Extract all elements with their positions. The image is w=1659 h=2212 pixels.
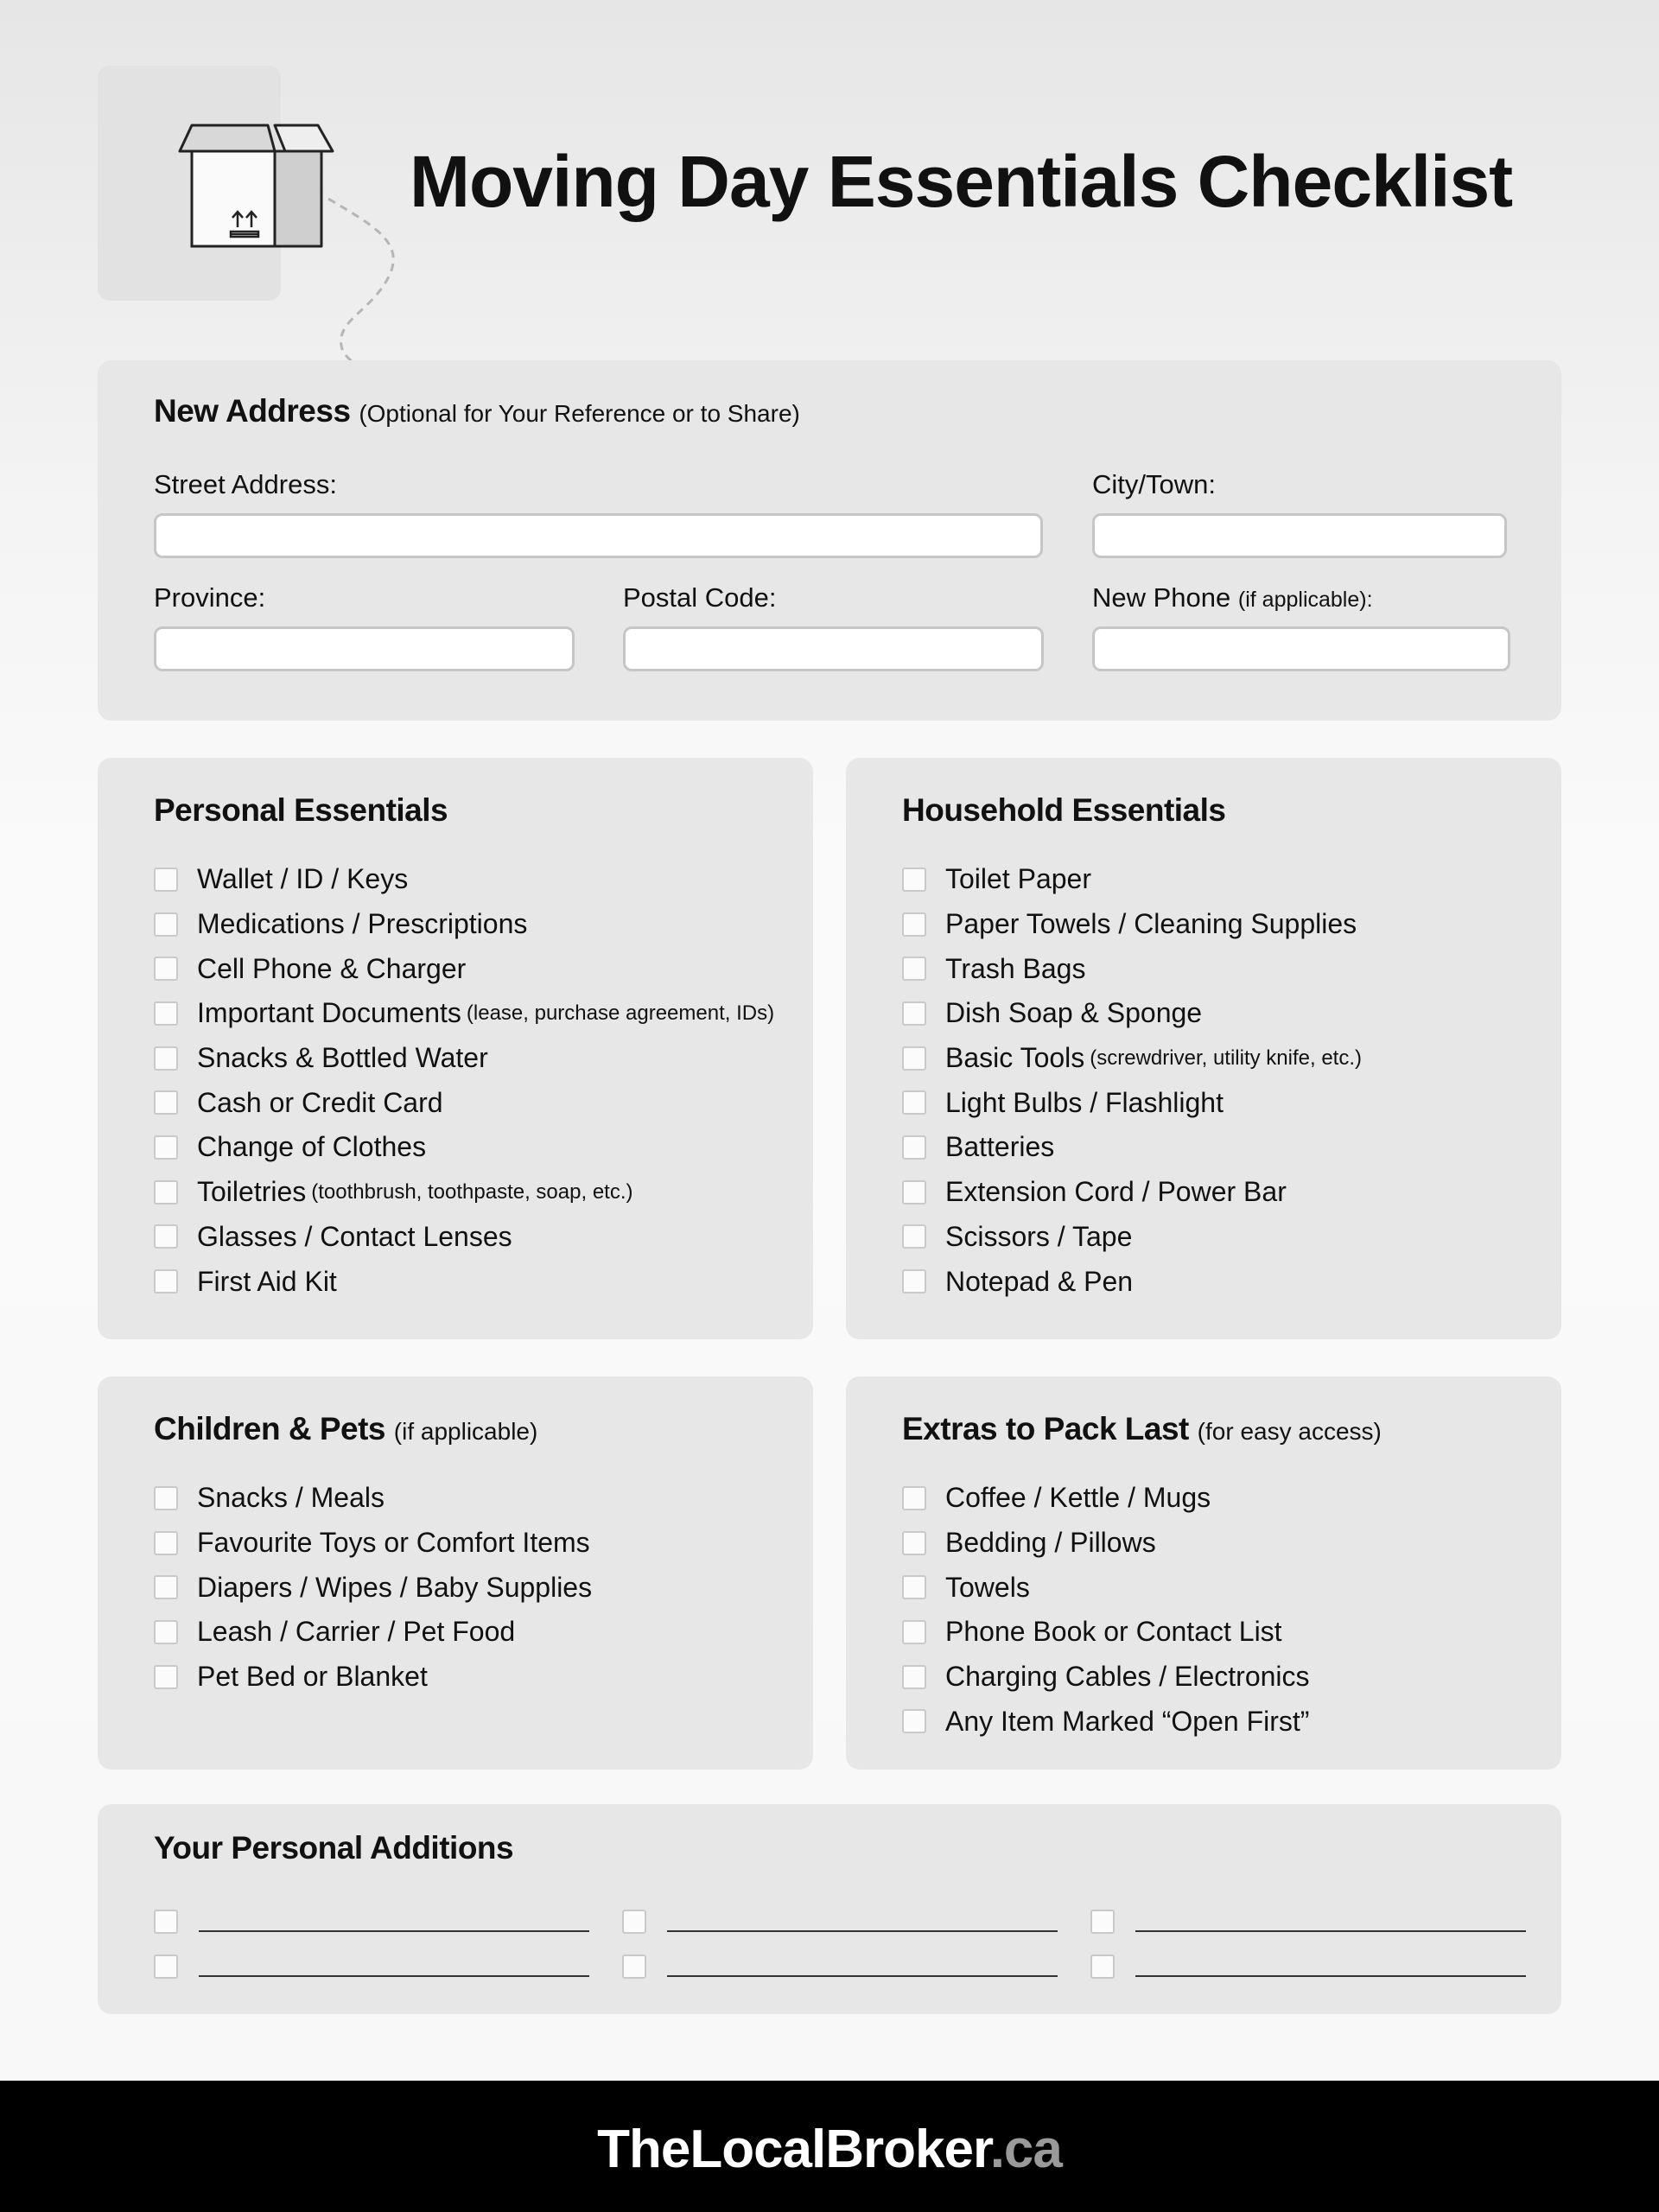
checklist-item-label: Favourite Toys or Comfort Items — [197, 1527, 590, 1559]
new-phone-label-note: (if applicable): — [1237, 588, 1373, 612]
extras-list — [902, 1476, 1310, 1744]
checkbox[interactable] — [902, 1709, 926, 1733]
checkbox[interactable] — [902, 1486, 926, 1510]
checkbox[interactable] — [1090, 1955, 1115, 1979]
city-town-field[interactable] — [1092, 513, 1507, 558]
checklist-item[interactable] — [902, 1699, 1310, 1744]
extras-title: Extras to Pack Last — [902, 1411, 1189, 1446]
checklist-item[interactable] — [154, 1170, 774, 1215]
checkbox[interactable] — [154, 1269, 178, 1294]
new-phone-label-text: New Phone — [1092, 582, 1231, 613]
write-in-line[interactable] — [1135, 1975, 1526, 1977]
new-address-panel — [98, 360, 1561, 721]
checkbox[interactable] — [902, 912, 926, 937]
checkbox[interactable] — [902, 957, 926, 981]
new-address-heading — [154, 393, 800, 429]
checklist-item-label: Light Bulbs / Flashlight — [945, 1086, 1224, 1118]
brand-logo-text[interactable] — [0, 2119, 1659, 2180]
checkbox[interactable] — [154, 1910, 178, 1934]
checklist-item-label: Glasses / Contact Lenses — [197, 1220, 512, 1252]
personal-additions-panel — [98, 1804, 1561, 2014]
checklist-item-label: Trash Bags — [945, 952, 1086, 984]
children-pets-note: (if applicable) — [393, 1418, 538, 1445]
checklist-item[interactable] — [902, 1655, 1310, 1700]
checkbox[interactable] — [1090, 1910, 1115, 1934]
household-essentials-panel — [846, 758, 1561, 1339]
household-essentials-heading: Household Essentials — [902, 792, 1226, 828]
checklist-item[interactable] — [154, 1655, 592, 1700]
checklist-item-label: Change of Clothes — [197, 1131, 427, 1163]
checklist-item[interactable] — [902, 1259, 1362, 1304]
checklist-item[interactable] — [154, 1476, 592, 1521]
checklist-item[interactable] — [154, 1565, 592, 1610]
checklist-item[interactable] — [902, 1610, 1310, 1655]
personal-essentials-heading: Personal Essentials — [154, 792, 448, 828]
checkbox[interactable] — [154, 1665, 178, 1689]
checklist-item-label: Phone Book or Contact List — [945, 1616, 1282, 1648]
checklist-item-label: Coffee / Kettle / Mugs — [945, 1482, 1211, 1514]
checklist-item[interactable] — [154, 1215, 774, 1260]
checklist-item-label: Charging Cables / Electronics — [945, 1661, 1310, 1693]
checklist-item-label: Important Documents — [197, 997, 461, 1029]
checklist-item-label: Cash or Credit Card — [197, 1086, 443, 1118]
addition-slot — [154, 1910, 589, 1932]
household-essentials-list — [902, 857, 1362, 1304]
checklist-item-label: Dish Soap & Sponge — [945, 997, 1203, 1029]
province-field[interactable] — [154, 626, 575, 671]
children-pets-title: Children & Pets — [154, 1411, 385, 1446]
checkbox[interactable] — [154, 868, 178, 892]
checklist-item[interactable] — [902, 991, 1362, 1036]
checkbox[interactable] — [902, 1620, 926, 1644]
checklist-item[interactable] — [154, 857, 774, 902]
checkbox[interactable] — [622, 1910, 646, 1934]
new-address-title: New Address — [154, 393, 351, 429]
checkbox[interactable] — [154, 1575, 178, 1599]
checkbox[interactable] — [154, 1135, 178, 1160]
write-in-line[interactable] — [667, 1930, 1058, 1932]
checklist-item-note: (screwdriver, utility knife, etc.) — [1090, 1046, 1363, 1070]
checklist-item-label: Batteries — [945, 1131, 1055, 1163]
checklist-item[interactable] — [902, 1125, 1362, 1170]
postal-code-field[interactable] — [623, 626, 1044, 671]
checkbox[interactable] — [154, 1955, 178, 1979]
write-in-line[interactable] — [199, 1975, 589, 1977]
postal-code-label: Postal Code: — [623, 582, 777, 613]
new-phone-field[interactable] — [1092, 626, 1510, 671]
checklist-item-label: Diapers / Wipes / Baby Supplies — [197, 1571, 593, 1603]
personal-additions-heading: Your Personal Additions — [154, 1830, 514, 1866]
page-title: Moving Day Essentials Checklist — [410, 141, 1513, 222]
checkbox[interactable] — [902, 1224, 926, 1249]
addition-slot — [622, 1910, 1058, 1932]
addition-slot — [154, 1955, 589, 1977]
checkbox[interactable] — [154, 1001, 178, 1026]
checkbox[interactable] — [154, 1180, 178, 1205]
checklist-item[interactable] — [902, 1170, 1362, 1215]
checkbox[interactable] — [154, 1224, 178, 1249]
checklist-item[interactable] — [902, 902, 1362, 947]
checkbox[interactable] — [902, 1046, 926, 1071]
children-pets-heading — [154, 1411, 537, 1447]
checklist-item-label: Leash / Carrier / Pet Food — [197, 1616, 516, 1648]
city-town-label: City/Town: — [1092, 469, 1216, 499]
checkbox[interactable] — [154, 1046, 178, 1071]
checklist-item-label: Paper Towels / Cleaning Supplies — [945, 908, 1357, 940]
province-label: Province: — [154, 582, 266, 613]
extras-heading — [902, 1411, 1382, 1447]
checklist-item[interactable] — [902, 1215, 1362, 1260]
checklist-item-label: Notepad & Pen — [945, 1265, 1134, 1297]
extras-panel — [846, 1376, 1561, 1770]
extras-note: (for easy access) — [1197, 1418, 1382, 1445]
new-address-note: (Optional for Your Reference or to Share) — [359, 400, 800, 427]
checkbox[interactable] — [902, 868, 926, 892]
checklist-item[interactable] — [154, 1125, 774, 1170]
new-phone-label — [1092, 582, 1373, 613]
children-pets-list — [154, 1476, 592, 1699]
checkbox[interactable] — [902, 1531, 926, 1555]
checklist-item-note: (lease, purchase agreement, IDs) — [466, 1001, 775, 1025]
checklist-item[interactable] — [902, 1080, 1362, 1125]
moving-box-icon — [173, 117, 346, 255]
street-address-label: Street Address: — [154, 469, 337, 499]
checkbox[interactable] — [154, 957, 178, 981]
checklist-item[interactable] — [902, 1036, 1362, 1081]
addition-slot — [1090, 1910, 1526, 1932]
checkbox[interactable] — [154, 1090, 178, 1115]
write-in-line[interactable] — [199, 1930, 589, 1932]
checkbox[interactable] — [154, 1620, 178, 1644]
checkbox[interactable] — [902, 1180, 926, 1205]
street-address-field[interactable] — [154, 513, 1043, 558]
checklist-item[interactable] — [154, 902, 774, 947]
checklist-item-label: Bedding / Pillows — [945, 1527, 1156, 1559]
checklist-item-label: Cell Phone & Charger — [197, 952, 467, 984]
checklist-item-label: Toiletries — [197, 1176, 307, 1208]
checkbox[interactable] — [902, 1665, 926, 1689]
footer-bar — [0, 2081, 1659, 2212]
addition-slot — [622, 1955, 1058, 1977]
checklist-item-label: Medications / Prescriptions — [197, 908, 528, 940]
write-in-line[interactable] — [667, 1975, 1058, 1977]
children-pets-panel — [98, 1376, 813, 1770]
checkbox[interactable] — [622, 1955, 646, 1979]
personal-essentials-panel — [98, 758, 813, 1339]
checklist-item[interactable] — [154, 1259, 774, 1304]
checkbox[interactable] — [902, 1135, 926, 1160]
checklist-item-label: Toilet Paper — [945, 863, 1091, 895]
checklist-item-label: Wallet / ID / Keys — [197, 863, 409, 895]
checklist-item[interactable] — [902, 946, 1362, 991]
checklist-item[interactable] — [154, 1521, 592, 1566]
checklist-item[interactable] — [902, 857, 1362, 902]
write-in-line[interactable] — [1135, 1930, 1526, 1932]
checkbox[interactable] — [902, 1090, 926, 1115]
checklist-item-label: Basic Tools — [945, 1042, 1085, 1074]
brand-name: TheLocalBroker — [597, 2120, 990, 2179]
checkbox[interactable] — [154, 1486, 178, 1510]
addition-slot — [1090, 1955, 1526, 1977]
checkbox[interactable] — [154, 1531, 178, 1555]
checklist-item-label: Any Item Marked “Open First” — [945, 1705, 1310, 1737]
checklist-item[interactable] — [902, 1521, 1310, 1566]
checkbox[interactable] — [902, 1575, 926, 1599]
checklist-item[interactable] — [154, 991, 774, 1036]
checklist-item-label: Snacks & Bottled Water — [197, 1042, 488, 1074]
checkbox[interactable] — [902, 1001, 926, 1026]
checklist-item-label: Scissors / Tape — [945, 1220, 1133, 1252]
checkbox[interactable] — [154, 912, 178, 937]
personal-essentials-list — [154, 857, 774, 1304]
checklist-item-label: Snacks / Meals — [197, 1482, 385, 1514]
checklist-item-label: First Aid Kit — [197, 1265, 337, 1297]
checklist-item[interactable] — [902, 1476, 1310, 1521]
checklist-item[interactable] — [154, 1080, 774, 1125]
checklist-item[interactable] — [154, 946, 774, 991]
checklist-item-note: (toothbrush, toothpaste, soap, etc.) — [311, 1179, 633, 1204]
checklist-item-label: Pet Bed or Blanket — [197, 1661, 428, 1693]
checklist-item[interactable] — [154, 1036, 774, 1081]
checkbox[interactable] — [902, 1269, 926, 1294]
brand-tld: .ca — [989, 2120, 1062, 2179]
checklist-item[interactable] — [154, 1610, 592, 1655]
checklist-item-label: Towels — [945, 1571, 1030, 1603]
checklist-item-label: Extension Cord / Power Bar — [945, 1176, 1287, 1208]
checklist-item[interactable] — [902, 1565, 1310, 1610]
